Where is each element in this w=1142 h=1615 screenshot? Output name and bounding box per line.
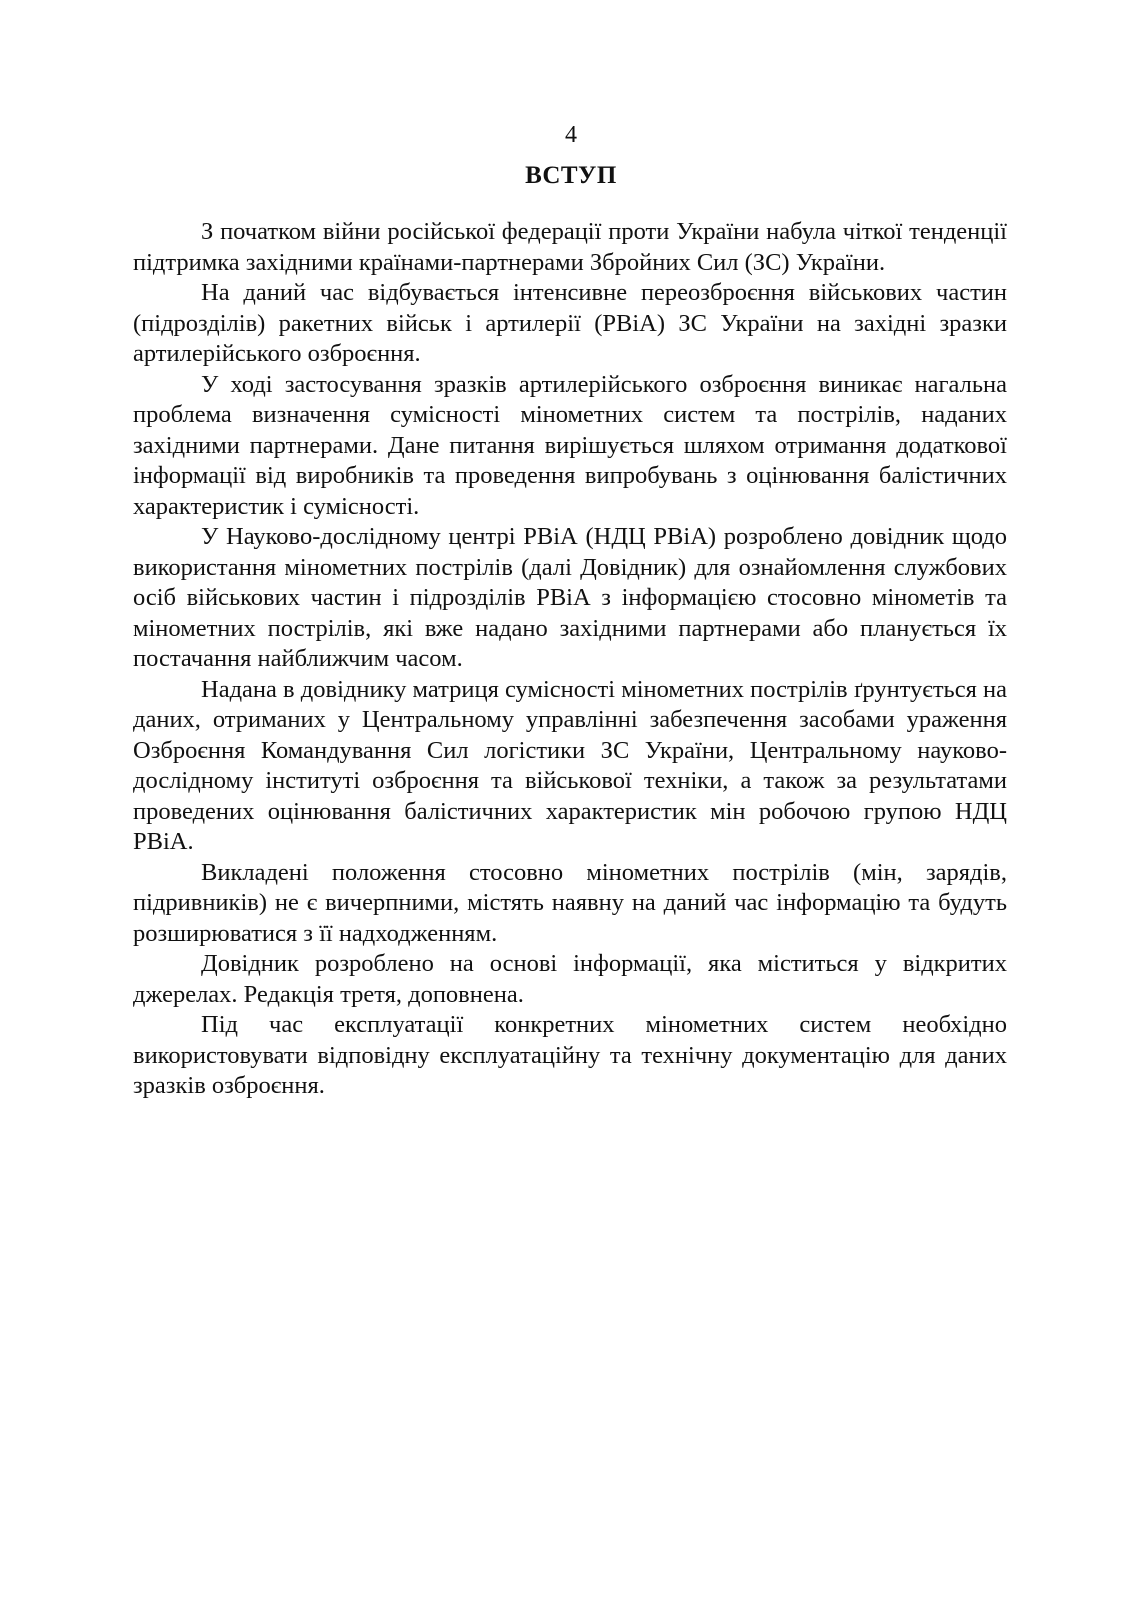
paragraph: Надана в довіднику матриця сумісності мінометних пострілів ґрунтується на даних, отриманих у Центральному управлінні забезпечення засобами ураження Озброєння Командування Сил логістики ЗС України, Центральному науково-дослідному інституті озброєння та військової техніки, а також за результатами проведених оцінювання балістичних характеристик мін робочою групою НДЦ РВіА. (133, 675, 1007, 855)
body-text (133, 217, 1007, 1102)
paragraph: Викладені положення стосовно мінометних пострілів (мін, зарядів, підривників) не є вичерпними, містять наявну на даний час інформацію та будуть розширюватися з її надходженням. (133, 858, 1007, 947)
paragraph: У Науково-дослідному центрі РВіА (НДЦ РВіА) розроблено довідник щодо використання мінометних пострілів (далі Довідник) для ознайомлення службових осіб військових частин і підрозділів РВіА з інформацією стосовно мінометів та мінометних пострілів, які вже надано західними партнерами або планується їх постачання найближчим часом. (133, 523, 1007, 672)
section-title: ВСТУП (525, 162, 617, 189)
paragraph: З початком війни російської федерації проти України набула чіткої тенденції підтримка західними країнами-партнерами Збройних Сил (ЗС) України. (133, 218, 1007, 276)
paragraph: На даний час відбувається інтенсивне переозброєння військових частин (підрозділів) ракетних військ і артилерії (РВіА) ЗС України на західні зразки артилерійського озброєння. (133, 279, 1007, 367)
paragraph: Довідник розроблено на основі інформації, яка міститься у відкритих джерелах. Редакція третя, доповнена. (133, 950, 1007, 1008)
paragraph: Під час експлуатації конкретних мінометних систем необхідно використовувати відповідну експлуатаційну та технічну документацію для даних зразків озброєння. (133, 1011, 1007, 1099)
page-number: 4 (565, 122, 577, 148)
paragraph: У ході застосування зразків артилерійського озброєння виникає нагальна проблема визначення сумісності мінометних систем та пострілів, наданих західними партнерами. Дане питання вирішується шляхом отримання додаткової інформації від виробників та проведення випробувань з оцінювання балістичних характеристик і сумісності. (133, 370, 1007, 520)
